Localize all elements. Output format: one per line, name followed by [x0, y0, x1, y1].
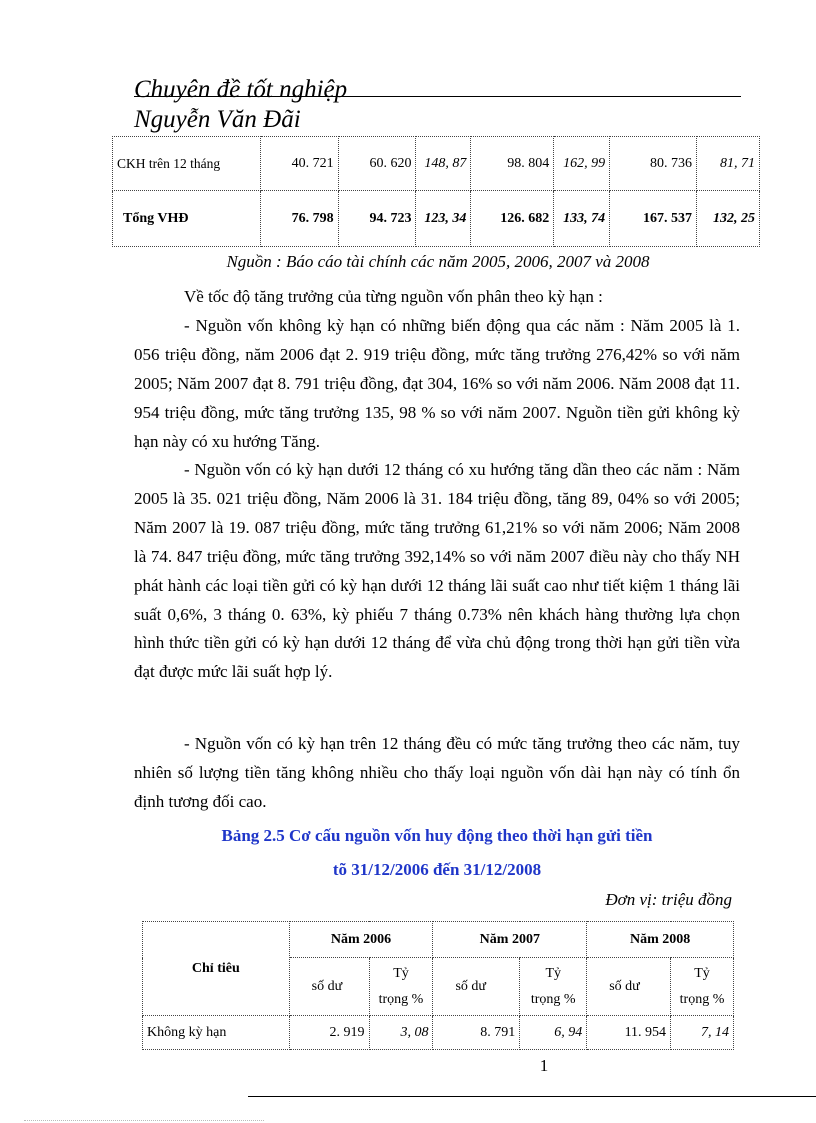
table-row [143, 1016, 734, 1050]
table-row [113, 137, 760, 191]
table-row [113, 191, 760, 247]
cell: 167. 537 [610, 191, 697, 247]
cell: 132, 25 [697, 191, 760, 247]
table-caption: Bảng 2.5 Cơ cấu nguồn vốn huy động theo thời hạn gửi tiền [221, 826, 653, 845]
cell: 123, 34 [416, 191, 471, 247]
ratio-header-line1: Tỷ [393, 965, 409, 981]
cell: 126. 682 [471, 191, 554, 247]
cell: 133, 74 [554, 191, 610, 247]
top-table [112, 136, 760, 247]
footer-rule [248, 1096, 816, 1097]
cell: 7, 14 [671, 1016, 734, 1050]
cell: 60. 620 [338, 137, 416, 191]
paragraph: - Nguồn vốn có kỳ hạn trên 12 tháng đều có mức tăng trưởng theo các năm, tuy nhiên số lượng tiền tăng không nhiều cho thấy loại nguồn vốn dài hạn này có tính ổn định tương đối cao. [134, 734, 740, 811]
paragraph: - Nguồn vốn có kỳ hạn dưới 12 tháng có xu hướng tăng dần theo các năm : Năm 2005 là 35. 021 triệu đồng, Năm 2006 là 31. 184 triệu đồng, tăng 89, 04% so với 2005; Năm 2007 là 19. 087 triệu đồng, mức tăng trưởng 61,21% so với năm 2006; Năm 2008 là 74. 847 triệu đồng, mức tăng trưởng 392,14% so với năm 2007 điều này cho thấy NH phát hành các loại tiền gửi có kỳ hạn dưới 12 tháng lãi suất cao như tiết kiệm 1 tháng lãi suất 0,6%, 3 tháng 0. 63%, kỳ phiếu 7 tháng 0.73% nên khách hàng thường lựa chọn hình thức tiền gửi có kỳ hạn dưới 12 tháng để vừa chủ động trong thời hạn gửi tiền vừa đạt được mức lãi suất hợp lý. [134, 460, 740, 682]
cell: 40. 721 [260, 137, 338, 191]
unit-label: Đơn vị: triệu đồng [605, 890, 732, 909]
cell: 6, 94 [520, 1016, 587, 1050]
balance-header: số dư [587, 958, 671, 1016]
header-rule [134, 96, 741, 97]
cell: 11. 954 [587, 1016, 671, 1050]
cell: 76. 798 [260, 191, 338, 247]
cell: 80. 736 [610, 137, 697, 191]
source-note: Nguồn : Báo cáo tài chính các năm 2005, 2006, 2007 và 2008 [226, 252, 650, 271]
ratio-header [369, 958, 433, 1016]
year-header: Năm 2008 [587, 922, 734, 958]
cell: 81, 71 [697, 137, 760, 191]
ratio-header-line1: Tỷ [545, 965, 562, 981]
ratio-header-line2: trọng % [679, 991, 725, 1007]
table-caption-dates: tõ 31/12/2006 đến 31/12/2008 [332, 860, 542, 879]
row-label: CKH trên 12 tháng [113, 137, 261, 191]
doc-author: Nguyễn Văn Đãi [134, 106, 301, 133]
ratio-header-line1: Tỷ [694, 965, 710, 981]
table-header-row [143, 922, 734, 958]
footer-dotted-rule [24, 1120, 264, 1121]
cell: 148, 87 [416, 137, 471, 191]
ratio-header-line2: trọng % [530, 991, 576, 1007]
year-header: Năm 2007 [433, 922, 587, 958]
paragraph: Về tốc độ tăng trưởng của từng nguồn vốn phân theo kỳ hạn : [184, 287, 603, 306]
row-label: Tổng VHĐ [113, 191, 261, 247]
cell: 94. 723 [338, 191, 416, 247]
row-header: Chỉ tiêu [143, 922, 290, 1016]
ratio-header [671, 958, 734, 1016]
ratio-header-line2: trọng % [378, 991, 424, 1007]
cell: 162, 99 [554, 137, 610, 191]
balance-header: số dư [433, 958, 520, 1016]
ratio-header [520, 958, 587, 1016]
paragraph: - Nguồn vốn không kỳ hạn có những biến động qua các năm : Năm 2005 là 1. 056 triệu đồng, năm 2006 đạt 2. 919 triệu đồng, mức tăng trưởng 276,42% so với năm 2005; Năm 2007 đạt 8. 791 triệu đồng, đạt 304, 16% so với năm 2006. Năm 2008 đạt 11. 954 triệu đồng, mức tăng trưởng 135, 98 % so với năm 2007. Nguồn tiền gửi không kỳ hạn này có xu hướng Tăng. [134, 316, 740, 451]
row-label: Không kỳ hạn [143, 1016, 290, 1050]
cell: 2. 919 [289, 1016, 369, 1050]
year-header: Năm 2006 [289, 922, 433, 958]
capital-structure-table [142, 921, 734, 1050]
page-number: 1 [539, 1056, 549, 1075]
cell: 98. 804 [471, 137, 554, 191]
balance-header: số dư [289, 958, 369, 1016]
cell: 3, 08 [369, 1016, 433, 1050]
cell: 8. 791 [433, 1016, 520, 1050]
doc-title: Chuyên đề tốt nghiệp [134, 76, 348, 103]
